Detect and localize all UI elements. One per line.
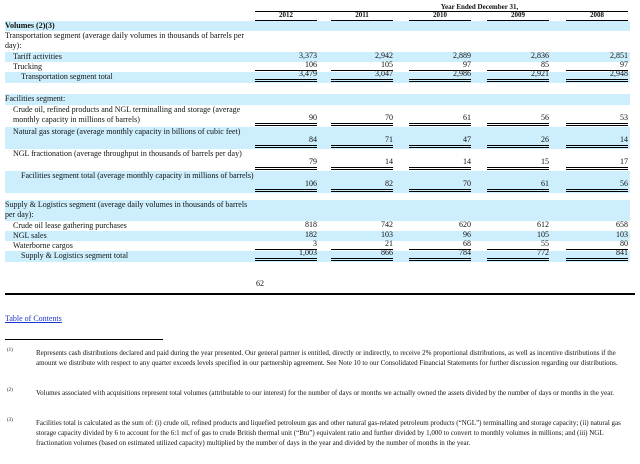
- row-label: NGL fractionation (average throughput in thousands of barrels per day): [13, 149, 242, 158]
- row-value: 105: [331, 60, 393, 71]
- row-value: 61: [409, 113, 471, 126]
- row-value: 80: [566, 239, 628, 250]
- footnote-text: Represents cash distributions declared and paid during the year presented. Our general partner is entitled, directly or indirectly, to receive 2% proportional distributions, as well as incentive distributions if the amount we distribute with respect to any quarter exceeds levels specified in our partnership agreement. See Note 10 to our Consolidated Financial Statements for further discussion regarding our distributions.: [36, 349, 618, 367]
- table-header-title: Year Ended December 31,: [440, 3, 519, 11]
- footnote-text: Volumes associated with acquisitions represent total volumes (attributable to our interest) for the number of days or months we actually owned the assets divided by the number of days or months in the year.: [36, 389, 615, 397]
- row-value: 97: [409, 60, 471, 71]
- row-value: 818: [305, 220, 317, 229]
- row-value: 26: [487, 135, 549, 148]
- table-row: [5, 94, 630, 105]
- row-label: Supply & Logistics segment total: [21, 251, 129, 260]
- table-row: [5, 149, 630, 171]
- row-value: 61: [487, 179, 549, 192]
- row-label: Supply & Logistics segment (average daily volumes in thousands of barrels per day):: [5, 200, 248, 219]
- row-value: 17: [566, 157, 628, 170]
- footnote: [7, 348, 635, 368]
- table-row: [5, 21, 630, 31]
- row-value: 103: [381, 230, 393, 239]
- row-value: 82: [331, 179, 393, 192]
- volumes-table: [5, 21, 630, 262]
- table-row: [5, 105, 630, 127]
- row-label: Natural gas storage (average monthly capacity in billions of cubic feet): [13, 127, 241, 136]
- footnote: [7, 418, 635, 448]
- row-value: 2,948: [566, 69, 628, 82]
- row-value: 71: [331, 135, 393, 148]
- row-value: 658: [616, 220, 628, 229]
- table-row: [5, 127, 630, 149]
- row-value: 2,851: [610, 51, 628, 60]
- row-value: 56: [566, 179, 628, 192]
- year-header: 2008: [566, 11, 628, 21]
- row-value: 56: [487, 113, 549, 126]
- year-header: 2009: [487, 11, 549, 21]
- row-value: 106: [255, 60, 317, 71]
- row-label: Crude oil, refined products and NGL terminalling and storage (average monthly capacity in millions of barrels): [13, 105, 241, 124]
- row-value: 1,003: [255, 248, 317, 261]
- page-number: 62: [256, 279, 264, 288]
- year-header: 2010: [409, 11, 471, 21]
- row-value: 2,986: [409, 69, 471, 82]
- row-value: 866: [331, 248, 393, 261]
- row-value: 772: [487, 248, 549, 261]
- row-label: Transportation segment (average daily volumes in thousands of barrels per day):: [5, 31, 244, 50]
- row-label: Tariff activities: [13, 52, 62, 61]
- table-row: [5, 200, 630, 221]
- row-label: Facilities segment:: [5, 94, 66, 103]
- table-row: [5, 83, 630, 94]
- row-label: Volumes (2)(3): [5, 21, 55, 30]
- footnote-marker: (2): [7, 388, 13, 393]
- row-value: 2,921: [487, 69, 549, 82]
- row-value: 612: [537, 220, 549, 229]
- row-value: 742: [381, 220, 393, 229]
- row-value: 2,836: [531, 51, 549, 60]
- table-row: [5, 193, 630, 200]
- row-value: 47: [409, 135, 471, 148]
- page-divider: [5, 293, 635, 295]
- row-value: 97: [566, 60, 628, 71]
- table-of-contents-link[interactable]: Table of Contents: [5, 314, 62, 323]
- row-value: 2,942: [375, 51, 393, 60]
- row-value: 105: [537, 230, 549, 239]
- row-value: 103: [616, 230, 628, 239]
- table-row: [5, 171, 630, 193]
- row-value: 3,479: [255, 69, 317, 82]
- row-label: Waterborne cargos: [13, 241, 73, 250]
- footnote-marker: (3): [7, 418, 13, 423]
- table-row: [5, 69, 630, 83]
- footnote-text: Facilities total is calculated as the sum of: (i) crude oil, refined products and liquefied petroleum gas and other natural gas-related petroleum products (“NGL”) terminalling and storage capacity; (ii) natural gas storage capacity divided by 6 to account for the 6:1 mcf of gas to crude British thermal unit (“Btu”) equivalent ratio and further divided by 1,000 to convert to monthly volumes in millions; and (iii) NGL fractionation volumes (based on estimated utilized capacity) multiplied by the number of days in the year and divided by the number of months in the year.: [36, 419, 621, 447]
- table-row: [5, 31, 630, 52]
- row-value: 85: [487, 60, 549, 71]
- row-value: 14: [331, 157, 393, 170]
- row-label: Crude oil lease gathering purchases: [13, 221, 127, 230]
- row-value: 15: [487, 157, 549, 170]
- row-value: 14: [409, 157, 471, 170]
- row-value: 841: [566, 248, 628, 261]
- row-label: NGL sales: [13, 231, 47, 240]
- table-row: [5, 248, 630, 262]
- footnote-rule: [5, 339, 163, 340]
- row-value: 106: [255, 179, 317, 192]
- row-value: 84: [255, 135, 317, 148]
- footnote-marker: (1): [7, 348, 13, 353]
- row-value: 55: [487, 239, 549, 250]
- row-value: 79: [255, 157, 317, 170]
- row-label: Transportation segment total: [21, 72, 113, 81]
- row-value: 3,373: [299, 51, 317, 60]
- row-value: 21: [331, 239, 393, 250]
- row-value: 68: [409, 239, 471, 250]
- row-value: 70: [409, 179, 471, 192]
- row-value: 14: [566, 135, 628, 148]
- row-value: 182: [305, 230, 317, 239]
- row-value: 70: [331, 113, 393, 126]
- footnote: [7, 388, 635, 398]
- year-header: 2012: [255, 11, 317, 21]
- row-value: 784: [409, 248, 471, 261]
- row-value: 620: [459, 220, 471, 229]
- row-label: Facilities segment total (average monthly capacity in millions of barrels): [21, 171, 254, 180]
- row-label: Trucking: [13, 62, 43, 71]
- row-value: 53: [566, 113, 628, 126]
- row-value: 3: [255, 239, 317, 250]
- year-header: 2011: [331, 11, 393, 21]
- row-value: 2,889: [453, 51, 471, 60]
- row-value: 3,047: [331, 69, 393, 82]
- row-value: 90: [255, 113, 317, 126]
- row-value: 96: [463, 230, 471, 239]
